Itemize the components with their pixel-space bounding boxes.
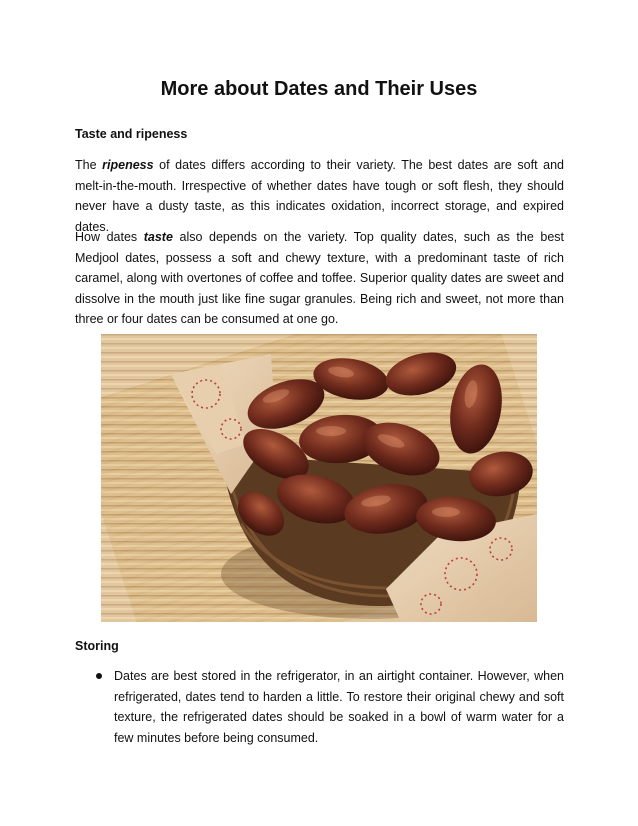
list-item-text: Dates are best stored in the refrigerator, in an airtight container. However, when refrigerated, dates tend to harden a little. To restore their original chewy and soft texture, the refrigerated dates should be soaked in a bowl of warm water for a few minutes before being consumed. xyxy=(114,669,564,745)
section-heading-taste: Taste and ripeness xyxy=(75,127,188,141)
emphasis-ripeness: ripeness xyxy=(102,158,154,172)
paragraph-ripeness-start: The xyxy=(75,158,103,172)
paragraph-taste xyxy=(75,227,564,330)
bullet-icon xyxy=(96,673,102,679)
list-item xyxy=(94,666,564,748)
paragraph-ripeness xyxy=(75,155,564,237)
page-title: More about Dates and Their Uses xyxy=(160,78,478,100)
paragraph-ripeness-rest: of dates differs according to their variety. The best dates are soft and melt-in-the-mouth. Irrespective of whether dates have tough or soft flesh, they should never have a dusty taste, as this indicates oxidation, incorrect storage, and expired dates. xyxy=(75,158,564,234)
storing-bullet-list xyxy=(94,666,564,748)
emphasis-taste: taste xyxy=(143,230,173,244)
section-heading-storing: Storing xyxy=(75,639,119,653)
paragraph-taste-start: How dates xyxy=(75,230,144,244)
paragraph-taste-rest: also depends on the variety. Top quality dates, such as the best Medjool dates, possess a soft and chewy texture, with a predominant taste of rich caramel, along with overtones of coffee and toffee. Superior quality dates are sweet and dissolve in the mouth just like fine sugar granules. Being rich and sweet, not more than three or four dates can be consumed at one go. xyxy=(75,230,565,326)
photo-dates-basket xyxy=(101,334,537,622)
